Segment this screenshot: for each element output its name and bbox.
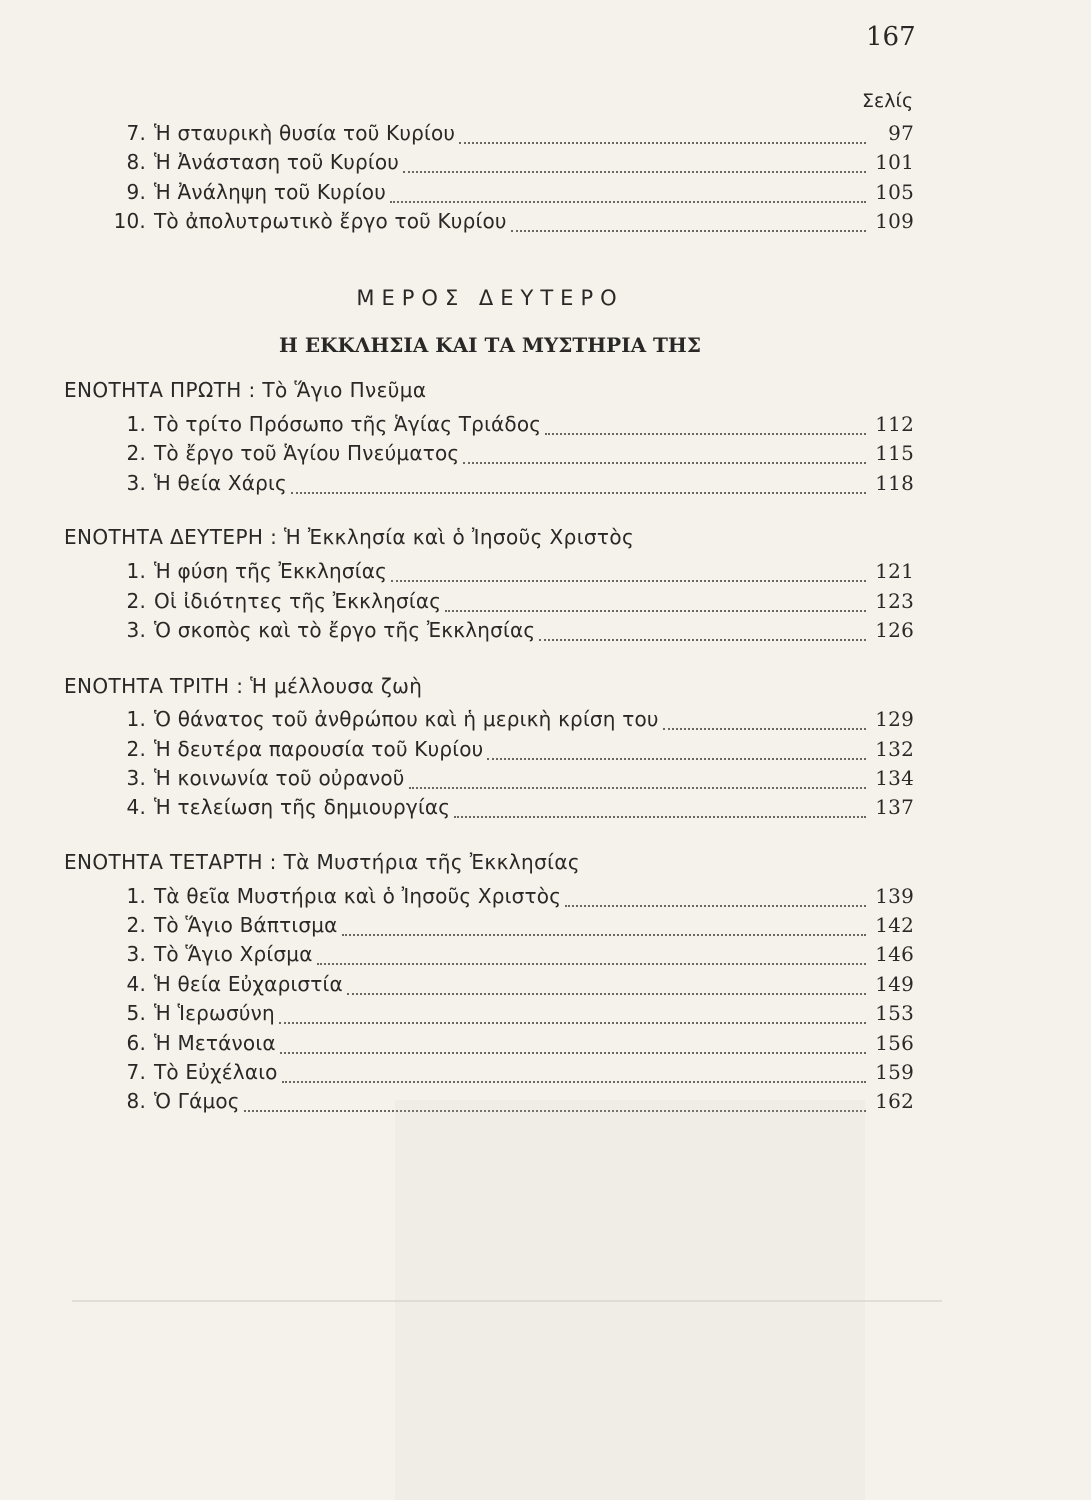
entry-page: 105	[875, 180, 914, 204]
dot-leader	[565, 905, 866, 907]
dot-leader	[463, 462, 866, 464]
section-heading: ΕΝΟΤΗΤΑ ΠΡΩΤΗ : Τὸ Ἅγιο Πνεῦμα	[64, 378, 427, 402]
show-through-rule	[72, 1295, 942, 1307]
dot-leader	[317, 963, 866, 965]
dot-leader	[459, 142, 866, 144]
dot-leader	[539, 639, 866, 641]
entry-number: 8.	[126, 1089, 146, 1113]
dot-leader	[342, 934, 866, 936]
entry-title: Ἡ κοινωνία τοῦ οὐρανοῦ	[154, 766, 405, 790]
entry-page: 139	[875, 884, 914, 908]
entry-title: Ἡ σταυρικὴ θυσία τοῦ Κυρίου	[154, 121, 456, 145]
entry-number: 5.	[126, 1001, 146, 1025]
dot-leader	[511, 230, 866, 232]
dot-leader	[347, 993, 866, 995]
entry-number: 4.	[126, 972, 146, 996]
entry-title: Ἡ τελείωση τῆς δημιουργίας	[154, 795, 451, 819]
entry-page: 118	[875, 471, 914, 495]
entry-number: 6.	[126, 1031, 146, 1055]
entry-page: 115	[875, 441, 914, 465]
dot-leader	[280, 1052, 866, 1054]
entry-page: 112	[875, 412, 914, 436]
entry-title: Ἡ θεία Χάρις	[154, 471, 287, 495]
dot-leader	[279, 1022, 866, 1024]
entry-page: 134	[875, 766, 914, 790]
entry-title: Ἡ Ἀνάσταση τοῦ Κυρίου	[154, 150, 400, 174]
entry-number: 4.	[126, 795, 146, 819]
entry-title: Ἡ Μετάνοια	[154, 1031, 276, 1055]
dot-leader	[291, 492, 866, 494]
entry-title: Τὸ Ἅγιο Βάπτισμα	[154, 913, 338, 937]
entry-number: 2.	[126, 913, 146, 937]
entry-page: 129	[875, 707, 914, 731]
entry-title: Τὸ Εὐχέλαιο	[154, 1060, 278, 1084]
dot-leader	[403, 171, 866, 173]
dot-leader	[409, 787, 866, 789]
toc-entry	[104, 121, 914, 149]
entry-title: Ὁ σκοπὸς καὶ τὸ ἔργο τῆς Ἐκκλησίας	[154, 618, 536, 642]
entry-title: Ἡ Ἀνάληψη τοῦ Κυρίου	[154, 180, 387, 204]
entry-page: 123	[875, 589, 914, 613]
entry-number: 7.	[126, 121, 146, 145]
toc-entry	[104, 766, 914, 794]
entry-page: 142	[875, 913, 914, 937]
section-heading: ΕΝΟΤΗΤΑ ΤΕΤΑΡΤΗ : Τὰ Μυστήρια τῆς Ἐκκλησίας	[64, 850, 581, 874]
entry-page: 156	[875, 1031, 914, 1055]
entry-number: 1.	[126, 707, 146, 731]
toc-entry	[104, 1031, 914, 1059]
toc-entry	[104, 180, 914, 208]
toc-entry	[104, 1001, 914, 1029]
entry-number: 2.	[126, 737, 146, 761]
entry-title: Οἱ ἰδιότητες τῆς Ἐκκλησίας	[154, 589, 442, 613]
entry-number: 3.	[126, 471, 146, 495]
entry-page: 97	[888, 121, 914, 145]
toc-entry	[104, 972, 914, 1000]
dot-leader	[282, 1081, 866, 1083]
entry-number: 3.	[126, 618, 146, 642]
dot-leader	[391, 580, 866, 582]
toc-entry	[104, 209, 914, 237]
toc-entry	[104, 913, 914, 941]
section-heading: ΕΝΟΤΗΤΑ ΤΡΙΤΗ : Ἡ μέλλουσα ζωὴ	[64, 674, 423, 698]
entry-page: 153	[875, 1001, 914, 1025]
dot-leader	[454, 816, 866, 818]
entry-title: Τὸ Ἅγιο Χρίσμα	[154, 942, 313, 966]
entry-number: 3.	[126, 766, 146, 790]
entry-page: 146	[875, 942, 914, 966]
entry-number: 2.	[126, 589, 146, 613]
toc-entry	[104, 441, 914, 469]
entry-page: 159	[875, 1060, 914, 1084]
toc-entry	[104, 412, 914, 440]
section-heading: ΕΝΟΤΗΤΑ ΔΕΥΤΕΡΗ : Ἡ Ἐκκλησία καὶ ὁ Ἰησοῦς Χριστὸς	[64, 525, 635, 549]
page-column-header: Σελίς	[862, 90, 914, 112]
toc-entry	[104, 1060, 914, 1088]
dot-leader	[445, 610, 866, 612]
part-title: Η ΕΚΚΛΗΣΙΑ ΚΑΙ ΤΑ ΜΥΣΤΗΡΙΑ ΤΗΣ	[279, 333, 701, 357]
part-label: ΜΕΡΟΣ ΔΕΥΤΕΡΟ	[356, 286, 624, 310]
dot-leader	[390, 201, 866, 203]
toc-entry	[104, 942, 914, 970]
entry-title: Ἡ Ἱερωσύνη	[154, 1001, 275, 1025]
entry-title: Τὰ θεῖα Μυστήρια καὶ ὁ Ἰησοῦς Χριστὸς	[154, 884, 562, 908]
entry-page: 132	[875, 737, 914, 761]
entry-page: 121	[875, 559, 914, 583]
entry-title: Ὁ Γάμος	[154, 1089, 240, 1113]
entry-title: Ἡ φύση τῆς Ἐκκλησίας	[154, 559, 388, 583]
toc-entry	[104, 618, 914, 646]
entry-number: 7.	[126, 1060, 146, 1084]
entry-page: 109	[875, 209, 914, 233]
entry-number: 2.	[126, 441, 146, 465]
entry-number: 1.	[126, 884, 146, 908]
entry-number: 1.	[126, 412, 146, 436]
dot-leader	[487, 758, 866, 760]
entry-title: Ἡ θεία Εὐχαριστία	[154, 972, 343, 996]
entry-page: 126	[875, 618, 914, 642]
entry-title: Τὸ τρίτο Πρόσωπο τῆς Ἁγίας Τριάδος	[154, 412, 542, 436]
toc-entry	[104, 559, 914, 587]
toc-entry	[104, 150, 914, 178]
entry-page: 162	[875, 1089, 914, 1113]
toc-entry	[104, 884, 914, 912]
entry-number: 3.	[126, 942, 146, 966]
dot-leader	[663, 728, 866, 730]
entry-number: 1.	[126, 559, 146, 583]
toc-entry	[104, 707, 914, 735]
entry-number: 10.	[113, 209, 146, 233]
toc-entry	[104, 795, 914, 823]
entry-number: 8.	[126, 150, 146, 174]
toc-entry	[104, 737, 914, 765]
toc-entry	[104, 589, 914, 617]
entry-title: Τὸ ἀπολυτρωτικὸ ἔργο τοῦ Κυρίου	[154, 209, 507, 233]
entry-page: 137	[875, 795, 914, 819]
page-number: 167	[866, 22, 916, 52]
entry-title: Ὁ θάνατος τοῦ ἀνθρώπου καὶ ἡ μερικὴ κρίση του	[154, 707, 659, 731]
toc-entry	[104, 471, 914, 499]
entry-title: Ἡ δευτέρα παρουσία τοῦ Κυρίου	[154, 737, 484, 761]
entry-page: 101	[875, 150, 914, 174]
entry-title: Τὸ ἔργο τοῦ Ἁγίου Πνεύματος	[154, 441, 460, 465]
entry-number: 9.	[126, 180, 146, 204]
entry-page: 149	[875, 972, 914, 996]
dot-leader	[545, 433, 866, 435]
